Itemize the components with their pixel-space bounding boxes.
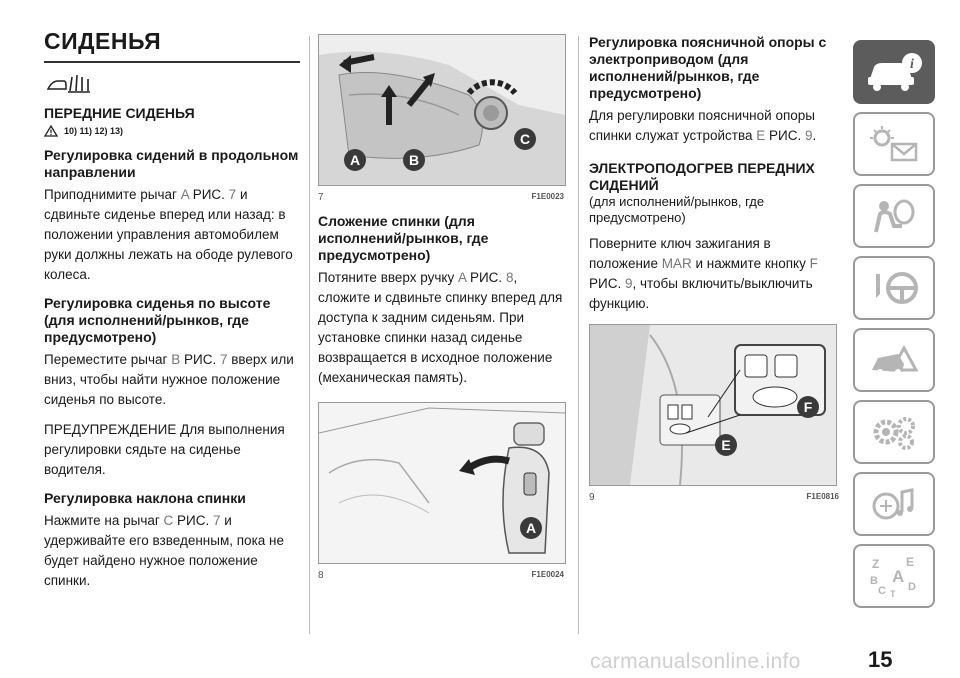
- text: и удерживайте его взведенным, пока не будет найдено нужное положение спинки.: [44, 513, 284, 588]
- ref-letter: C: [163, 513, 174, 528]
- section-title: СИДЕНЬЯ: [44, 28, 162, 54]
- service-gears-icon: [866, 412, 922, 452]
- tab-service[interactable]: [853, 400, 935, 464]
- text: Переместите рычаг: [44, 352, 172, 367]
- figure-7: [318, 34, 566, 186]
- tab-dashboard[interactable]: [853, 112, 935, 176]
- callout-a: A: [349, 152, 361, 168]
- tab-index[interactable]: [853, 544, 935, 608]
- text: вверх или вниз, чтобы найти нужное положение сиденья по высоте.: [44, 352, 294, 407]
- seat-symbol-icon: [44, 73, 300, 99]
- callout-e: E: [721, 437, 731, 453]
- tab-starting[interactable]: [853, 256, 935, 320]
- front-seats-heading: ПЕРЕДНИЕ СИДЕНЬЯ: [44, 105, 195, 121]
- text: РИС.: [173, 513, 214, 528]
- heading-height: Регулировка сиденья по высоте (для исполнений/рынков, где предусмотрено): [44, 295, 271, 345]
- fig-ref: 8: [505, 270, 514, 285]
- heading-fold: Сложение спинки (для исполнений/рынков, где предусмотрено): [318, 213, 489, 263]
- warning-refs: [44, 125, 300, 137]
- figure-9: [589, 324, 837, 486]
- text: и сдвиньте сиденье вперед или назад: в положении управления автомобилем руки должны лежать на ободе рулевого колеса.: [44, 187, 293, 282]
- text: РИС.: [466, 270, 506, 285]
- text: , сложите и сдвиньте спинку вперед для доступа к задним сиденьям. При установке спинки назад сиденье возвращается в исходное положение (механическая память).: [318, 270, 563, 385]
- figure-9-caption: [589, 492, 839, 503]
- warning-triangle-icon: [44, 125, 58, 137]
- tab-emergency[interactable]: [853, 328, 935, 392]
- svg-text:D: D: [908, 581, 916, 593]
- chapter-sidebar: [853, 40, 931, 616]
- callout-c: C: [519, 131, 531, 147]
- ref-text: MAR: [661, 256, 692, 271]
- figure-code: F1E0816: [806, 492, 839, 501]
- callout-f: F: [803, 399, 813, 415]
- para-lumbar: [589, 106, 839, 146]
- para-fold: [318, 268, 564, 388]
- text: и нажмите кнопку: [691, 256, 810, 271]
- text: Приподнимите рычаг: [44, 187, 181, 202]
- ref-letter: E: [756, 128, 766, 143]
- warning-refs-text: 10) 11) 12) 13): [64, 126, 124, 136]
- heating-note: (для исполнений/рынков, где предусмотрено): [589, 194, 765, 225]
- text: Для регулировки поясничной опоры спинки служат устройства: [589, 108, 815, 143]
- figure-code: F1E0023: [531, 192, 564, 201]
- svg-text:T: T: [890, 589, 896, 598]
- heading-longitudinal: Регулировка сидений в продольном направлении: [44, 147, 299, 180]
- ref-letter: B: [171, 352, 181, 367]
- seat-levers-illustration: [319, 35, 565, 185]
- callout-a: A: [525, 520, 537, 536]
- ref-letter: F: [809, 256, 818, 271]
- tab-safety[interactable]: [853, 184, 935, 248]
- emergency-icon: [866, 340, 922, 380]
- para-heating: [589, 234, 839, 314]
- backrest-release-illustration: [319, 403, 565, 563]
- text: РИС.: [188, 187, 229, 202]
- para-backrest: [44, 511, 300, 591]
- safety-airbag-icon: [866, 196, 922, 236]
- column-3: [589, 34, 839, 503]
- svg-text:A: A: [892, 567, 905, 586]
- fig-ref: 7: [219, 352, 228, 367]
- column-divider: [309, 36, 310, 634]
- column-2: [318, 34, 564, 581]
- console-switches-illustration: [590, 325, 836, 485]
- car-info-icon: [864, 51, 924, 93]
- para-longitudinal: [44, 185, 300, 285]
- svg-text:C: C: [878, 585, 886, 597]
- tab-car-info[interactable]: [853, 40, 935, 104]
- figure-number: 8: [318, 570, 324, 581]
- column-1: [44, 28, 300, 597]
- ref-letter: A: [180, 187, 189, 202]
- callout-b: B: [408, 152, 420, 168]
- title-rule: [44, 61, 300, 63]
- heading-heating: ЭЛЕКТРОПОДОГРЕВ ПЕРЕДНИХ СИДЕНИЙ: [589, 160, 815, 193]
- figure-8-caption: [318, 570, 564, 581]
- svg-text:i: i: [910, 57, 914, 72]
- text: Нажмите на рычаг: [44, 513, 164, 528]
- text: .: [812, 128, 817, 143]
- figure-8: [318, 402, 566, 564]
- figure-7-caption: [318, 192, 564, 203]
- index-icon: [866, 554, 922, 598]
- heading-lumbar: Регулировка поясничной опоры с электроприводом (для исполнений/рынков, где предусмотрено): [589, 34, 827, 101]
- text: РИС.: [589, 276, 625, 291]
- tab-multimedia[interactable]: [853, 472, 935, 536]
- watermark: carmanualsonline.info: [590, 650, 801, 673]
- para-caution: ПРЕДУПРЕЖДЕНИЕ Для выполнения регулировки сядьте на сиденье водителя.: [44, 422, 285, 477]
- fig-ref: 7: [213, 513, 221, 528]
- text: РИС.: [180, 352, 220, 367]
- fig-ref: 7: [228, 187, 237, 202]
- page-number: 15: [868, 647, 893, 672]
- figure-code: F1E0024: [531, 570, 564, 579]
- svg-text:Z: Z: [872, 557, 880, 571]
- text: Потяните вверх ручку: [318, 270, 458, 285]
- figure-number: 7: [318, 192, 324, 203]
- para-height: [44, 350, 300, 410]
- heading-backrest: Регулировка наклона спинки: [44, 490, 246, 506]
- svg-text:E: E: [906, 555, 915, 569]
- dashboard-warning-icon: [866, 124, 922, 164]
- svg-text:B: B: [870, 575, 878, 587]
- multimedia-icon: [866, 484, 922, 524]
- ref-letter: A: [457, 270, 467, 285]
- text: , чтобы включить/выключить функцию.: [589, 276, 813, 311]
- fig-ref: 9: [805, 128, 813, 143]
- figure-number: 9: [589, 492, 595, 503]
- text: Поверните ключ зажигания в положение: [589, 236, 771, 271]
- fig-ref: 9: [624, 276, 633, 291]
- steering-start-icon: [866, 268, 922, 308]
- text: РИС.: [765, 128, 805, 143]
- column-divider: [578, 36, 579, 634]
